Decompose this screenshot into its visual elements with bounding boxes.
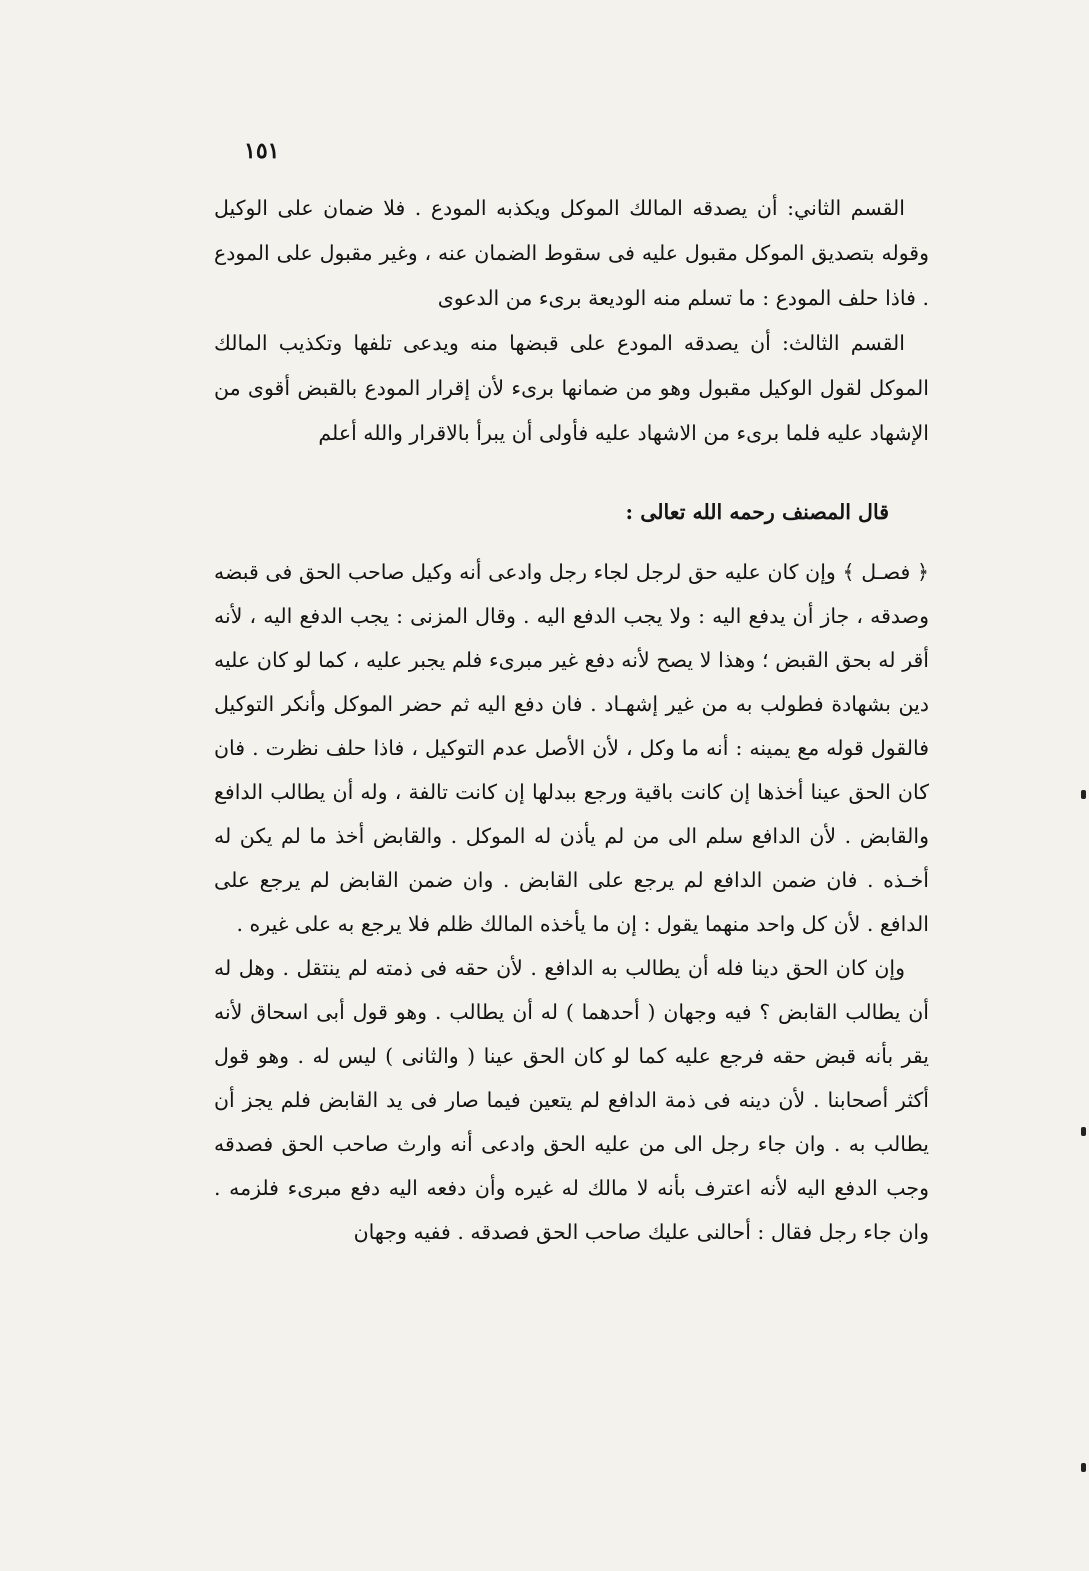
scan-edge-mark [1081, 1127, 1086, 1136]
author-heading: قال المصنف رحمه الله تعالى : [625, 500, 889, 524]
paragraph-third-category: القسم الثالث: أن يصدقه المودع على قبضها منه ويدعى تلفها وتكذيب المالك الموكل لقول الوكيل مقبول وهو من ضمانها برىء لأن إقرار المودع بالقبض أقوى من الإشهاد عليه فلما برىء من الاشهاد عليه فأولى أن يبرأ بالاقرار والله أعلم [214, 331, 929, 445]
section-a [214, 186, 929, 456]
page-number: ١٥١ [244, 138, 280, 164]
section-heading-block [214, 490, 929, 535]
scan-edge-mark [1081, 1463, 1086, 1472]
scan-edge-mark [1081, 790, 1086, 799]
paragraph-chapter: ﴿ فصـل ﴾ وإن كان عليه حق لرجل لجاء رجل وادعى أنه وكيل صاحب الحق فى قبضه وصدقه ، جاز أن يدفع اليه : ولا يجب الدفع اليه . وقال المزنى : يجب الدفع اليه ، لأنه أقر له بحق القبض ؛ وهذا لا يصح لأنه دفع غير مبرىء فلم يجبر عليه ، كما لو كان عليه دين بشهادة فطولب به من غير إشهـاد . فان دفع اليه ثم حضر الموكل وأنكر التوكيل فالقول قوله مع يمينه : أنه ما وكل ، لأن الأصل عدم التوكيل ، فاذا حلف نظرت . فان كان الحق عينا أخذها إن كانت باقية ورجع ببدلها إن كانت تالفة ، وله أن يطالب الدافع والقابض . لأن الدافع سلم الى من لم يأذن له الموكل . والقابض أخذ ما لم يكن له أخـذه . فان ضمن الدافع لم يرجع على القابض . وان ضمن القابض لم يرجع على الدافع . لأن كل واحد منهما يقول : إن ما يأخذه المالك ظلم فلا يرجع به على غيره . [214, 560, 929, 936]
section-b [214, 550, 929, 1254]
paragraph-second-category: القسم الثاني: أن يصدقه المالك الموكل ويكذبه المودع . فلا ضمان على الوكيل وقوله بتصديق الموكل مقبول عليه فى سقوط الضمان عنه ، وغير مقبول على المودع . فاذا حلف المودع : ما تسلم منه الوديعة برىء من الدعوى [214, 196, 929, 310]
paragraph-debt: وإن كان الحق دينا فله أن يطالب به الدافع . لأن حقه فى ذمته لم ينتقل . وهل له أن يطالب القابض ؟ فيه وجهان ( أحدهما ) له أن يطالب . وهو قول أبى اسحاق لأنه يقر بأنه قبض حقه فرجع عليه كما لو كان الحق عينا ( والثانى ) ليس له . وهو قول أكثر أصحابنا . لأن دينه فى ذمة الدافع لم يتعين فيما صار فى يد القابض فلم يجز أن يطالب به . وان جاء رجل الى من عليه الحق وادعى أنه وارث صاحب الحق فصدقه وجب الدفع اليه لأنه اعترف بأنه لا مالك له غيره وأن دفعه اليه دفع مبرىء فلزمه . وان جاء رجل فقال : أحالنى عليك صاحب الحق فصدقه . ففيه وجهان [214, 956, 929, 1244]
